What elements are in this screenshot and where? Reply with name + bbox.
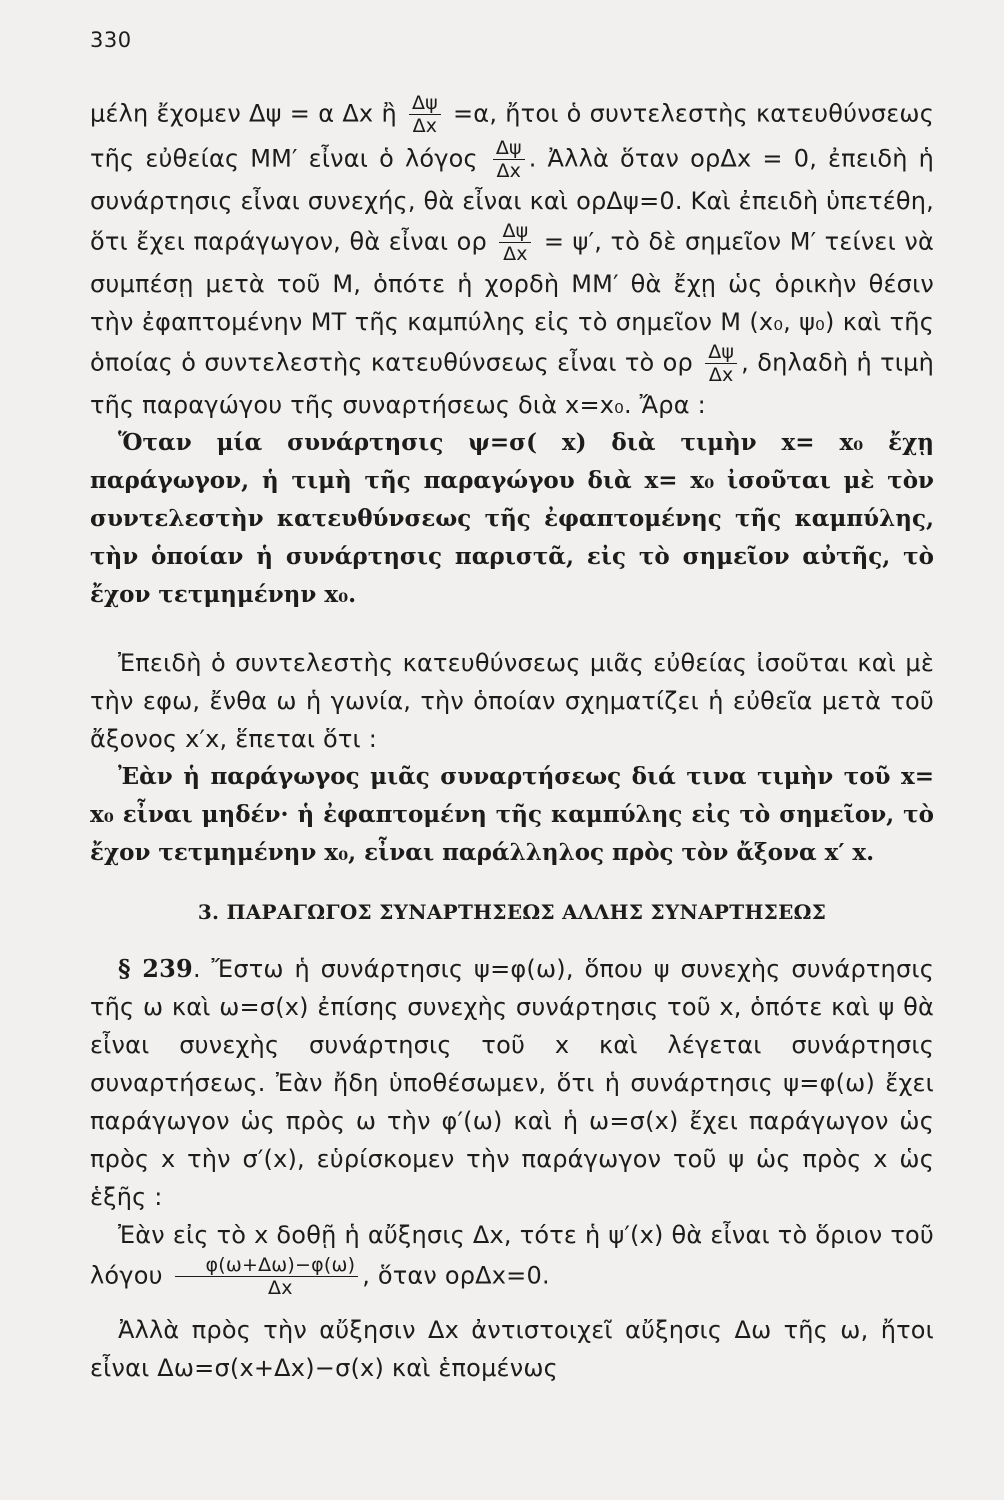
fraction-numerator: Δψ	[409, 92, 441, 115]
section-number: § 239	[118, 954, 193, 983]
text: , δηλαδὴ ἡ τιμὴ τῆς παραγώγου τῆς συναρτήσεως διὰ x=x₀. Ἄρα :	[90, 348, 934, 419]
fraction-denominator: Δx	[412, 115, 438, 137]
fraction-denominator: Δx	[708, 364, 734, 386]
fraction	[705, 341, 737, 386]
paragraph-composite-function	[90, 950, 934, 1216]
paragraph-slope-tangent: Ἐπειδὴ ὁ συντελεστὴς κατευθύνσεως μιᾶς εὐθείας ἰσοῦται καὶ μὲ τὴν εφω, ἔνθα ω ἡ γωνία, τὴν ὁποίαν σχηματίζει ἡ εὐθεῖα μετὰ τοῦ ἄξονος x′x, ἕπεται ὅτι :	[90, 649, 934, 753]
fraction-numerator: Δψ	[499, 220, 531, 243]
fraction	[175, 1254, 359, 1299]
text: Ἐὰν εἰς τὸ x δοθῇ ἡ αὔξησις Δx, τότε ἡ ψ′(x) θὰ εἶναι τὸ ὅριον τοῦ λόγου	[90, 1221, 934, 1290]
fraction-denominator: Δx	[268, 1277, 293, 1299]
text: , ὅταν ορΔx=0.	[362, 1261, 550, 1290]
paragraph-tangent-derivation	[90, 92, 934, 424]
text: = ψ′, τὸ δὲ σημεῖον Μ′ τείνει νὰ συμπέσῃ μετὰ τοῦ Μ, ὁπότε ἡ χορδὴ ΜΜ′ θὰ ἔχῃ ὡς ὁρικὴν θέσιν τὴν ἐφαπτομένην ΜΤ τῆς καμπύλης εἰς τὸ σημεῖον Μ (x₀, ψ₀) καὶ τῆς ὁποίας ὁ συντελεστὴς κατευθύνσεως εἶναι τὸ ορ	[90, 227, 934, 377]
paragraph-increment-limit	[90, 1216, 934, 1299]
text: μέλη ἔχομεν Δψ = α Δx ἢ	[90, 99, 405, 128]
fraction	[493, 137, 525, 182]
fraction	[499, 220, 531, 265]
fraction-numerator: φ(ω+Δω)−φ(ω)	[175, 1254, 359, 1277]
text: =α, ἤτοι ὁ συντελεστὴς κατευθύνσεως τῆς εὐθείας ΜΜ′ εἶναι ὁ λόγος	[90, 99, 934, 173]
text: . Ἔστω ἡ συνάρτησις ψ=φ(ω), ὅπου ψ συνεχὴς συνάρτησις τῆς ω καὶ ω=σ(x) ἐπίσης συνεχὴς συνάρτησις τοῦ x, ὁπότε καὶ ψ θὰ εἶναι συνεχὴς συνάρτησις τοῦ x καὶ λέγεται συνάρτησις συναρτήσεως. Ἐὰν ἤδη ὑποθέσωμεν, ὅτι ἡ συνάρτησις ψ=φ(ω) ἔχει παράγωγον ὡς πρὸς ω τὴν φ′(ω) καὶ ἡ ω=σ(x) ἔχει παράγωγον ὡς πρὸς x τὴν σ′(x), εὑρίσκομεν τὴν παράγωγον τοῦ ψ ὡς πρὸς x ὡς ἑξῆς :	[90, 955, 934, 1211]
section-heading: 3. ΠΑΡΑΓΩΓΟΣ ΣΥΝΑΡΤΗΣΕΩΣ ΑΛΛΗΣ ΣΥΝΑΡΤΗΣΕΩΣ	[197, 900, 827, 924]
fraction	[409, 92, 441, 137]
fraction-numerator: Δψ	[493, 137, 525, 160]
text: . Ἀλλὰ ὅταν ορΔx = 0, ἐπειδὴ ἡ συνάρτησις εἶναι συνεχής, θὰ εἶναι καὶ ορΔψ=0. Καὶ ἐπειδὴ ὑπετέθη, ὅτι ἔχει παράγωγον, θὰ εἶναι ορ	[90, 144, 934, 256]
fraction-denominator: Δx	[496, 160, 522, 182]
paragraph-increment-omega: Ἀλλὰ πρὸς τὴν αὔξησιν Δx ἀντιστοιχεῖ αὔξησις Δω τῆς ω, ἤτοι εἶναι Δω=σ(x+Δx)−σ(x) καὶ ἑπομένως	[90, 1316, 934, 1382]
theorem-derivative-slope: Ὅταν μία συνάρτησις ψ=σ( x) διὰ τιμὴν x= x₀ ἔχῃ παράγωγον, ἡ τιμὴ τῆς παραγώγου διὰ x= x₀ ἰσοῦται μὲ τὸν συντελεστὴν κατευθύνσεως τῆς ἐφαπτομένης τῆς καμπύλης, τὴν ὁποίαν ἡ συνάρτησις παριστᾶ, εἰς τὸ σημεῖον αὐτῆς, τὸ ἔχον τετμημένην x₀.	[90, 429, 934, 608]
fraction-numerator: Δψ	[705, 341, 737, 364]
theorem-zero-derivative: Ἐὰν ἡ παράγωγος μιᾶς συναρτήσεως διά τινα τιμὴν τοῦ x= x₀ εἶναι μηδέν· ἡ ἐφαπτομένη τῆς καμπύλης εἰς τὸ σημεῖον, τὸ ἔχον τετμημένην x₀, εἶναι παράλληλος πρὸς τὸν ἄξονα x′ x.	[90, 763, 934, 866]
fraction-denominator: Δx	[503, 243, 528, 265]
page-number: 330	[90, 28, 132, 52]
